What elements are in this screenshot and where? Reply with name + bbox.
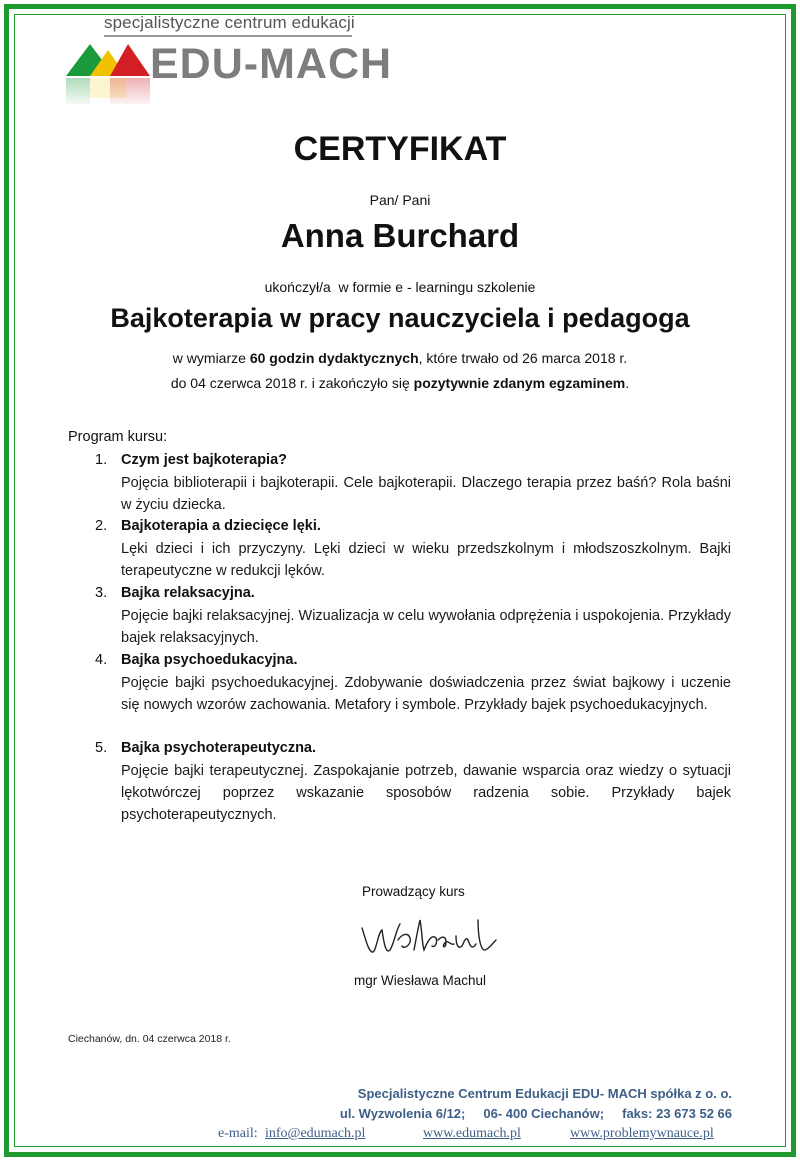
- program-item-number: 5.: [95, 740, 108, 756]
- footer-email-label: e-mail:: [218, 1126, 258, 1141]
- program-item-description: Pojęcie bajki terapeutycznej. Zaspokajanie potrzeb, dawanie wsparcia oraz wiedzy o sytuacji lękotwórczej poprzez wskazanie sposobów radzenia sobie. Przykłady bajek psychoterapeutycznych.: [121, 763, 731, 823]
- program-item-description: Lęki dzieci i ich przyczyny. Lęki dzieci w wieku przedszkolnym i młodszoszkolnym. Bajki terapeutyczne w redukcji lęków.: [121, 541, 731, 579]
- program-item-title: Bajka psychoedukacyjna.: [121, 652, 298, 668]
- footer-website-link[interactable]: www.edumach.pl: [423, 1126, 521, 1141]
- program-item-title: Bajkoterapia a dziecięce lęki.: [121, 518, 321, 534]
- footer-company-name: Specjalistyczne Centrum Edukacji EDU- MACH spółka z o. o.: [357, 1086, 732, 1101]
- end-date-text: do 04 czerwca 2018 r. i zakończyło się: [170, 375, 414, 391]
- duration-text: w wymiarze: [172, 350, 250, 366]
- program-item-description: Pojęcie bajki relaksacyjnej. Wizualizacja w celu wywołania odprężenia i uspokojenia. Przykłady bajek relaksacyjnych.: [121, 608, 731, 646]
- certificate-title: CERTYFIKAT: [293, 130, 507, 168]
- course-duration-line: [0, 350, 800, 366]
- program-item-title: Bajka relaksacyjna.: [121, 585, 255, 601]
- course-title: Bajkoterapia w pracy nauczyciela i pedagoga: [110, 303, 690, 333]
- logo-divider: [104, 35, 352, 37]
- completion-text: ukończył/a w formie e - learningu szkolenie: [264, 279, 536, 295]
- place-and-date: Ciechanów, dn. 04 czerwca 2018 r.: [68, 1033, 231, 1045]
- program-item-number: 2.: [95, 518, 108, 534]
- lecturer-name: mgr Wiesława Machul: [354, 973, 487, 988]
- footer-website2-link[interactable]: www.problemywnauce.pl: [570, 1126, 714, 1141]
- logo-tagline: specjalistyczne centrum edukacji: [104, 13, 355, 32]
- program-item-title: Czym jest bajkoterapia?: [121, 452, 287, 468]
- program-label: Program kursu:: [68, 429, 168, 445]
- exam-result-text: pozytywnie zdanym egzaminem: [413, 375, 626, 391]
- edu-mach-mountains-logo-icon: [66, 38, 150, 104]
- program-item-number: 1.: [95, 452, 108, 468]
- program-item-description: Pojęcia biblioterapii i bajkoterapii. Cele bajkoterapii. Dlaczego terapia przez baśń? Rola baśni w życiu dziecka.: [121, 475, 731, 513]
- program-item-number: 4.: [95, 652, 108, 668]
- course-result-line: [0, 375, 800, 391]
- program-item-description: Pojęcie bajki psychoedukacyjnej. Zdobywanie doświadczenia przez świat bajkowy i uczenie się nowych wzorów zachowania. Metafory i symbole. Przykłady bajek psychoedukacyjnych.: [121, 675, 731, 713]
- footer-address: ul. Wyzwolenia 6/12; 06- 400 Ciechanów; faks: 23 673 52 66: [339, 1106, 732, 1121]
- recipient-name: Anna Burchard: [280, 217, 520, 254]
- salutation: Pan/ Pani: [369, 192, 431, 208]
- logo-name: EDU-MACH: [150, 40, 393, 88]
- program-item-number: 3.: [95, 585, 108, 601]
- handwritten-signature: [358, 910, 508, 958]
- hours-text: 60 godzin dydaktycznych: [249, 350, 419, 366]
- period-text: .: [625, 375, 630, 391]
- program-item-title: Bajka psychoterapeutyczna.: [121, 740, 317, 756]
- footer-email-link[interactable]: info@edumach.pl: [265, 1126, 366, 1141]
- lecturer-label: Prowadzący kurs: [362, 884, 465, 899]
- dates-text: , które trwało od 26 marca 2018 r.: [418, 350, 628, 366]
